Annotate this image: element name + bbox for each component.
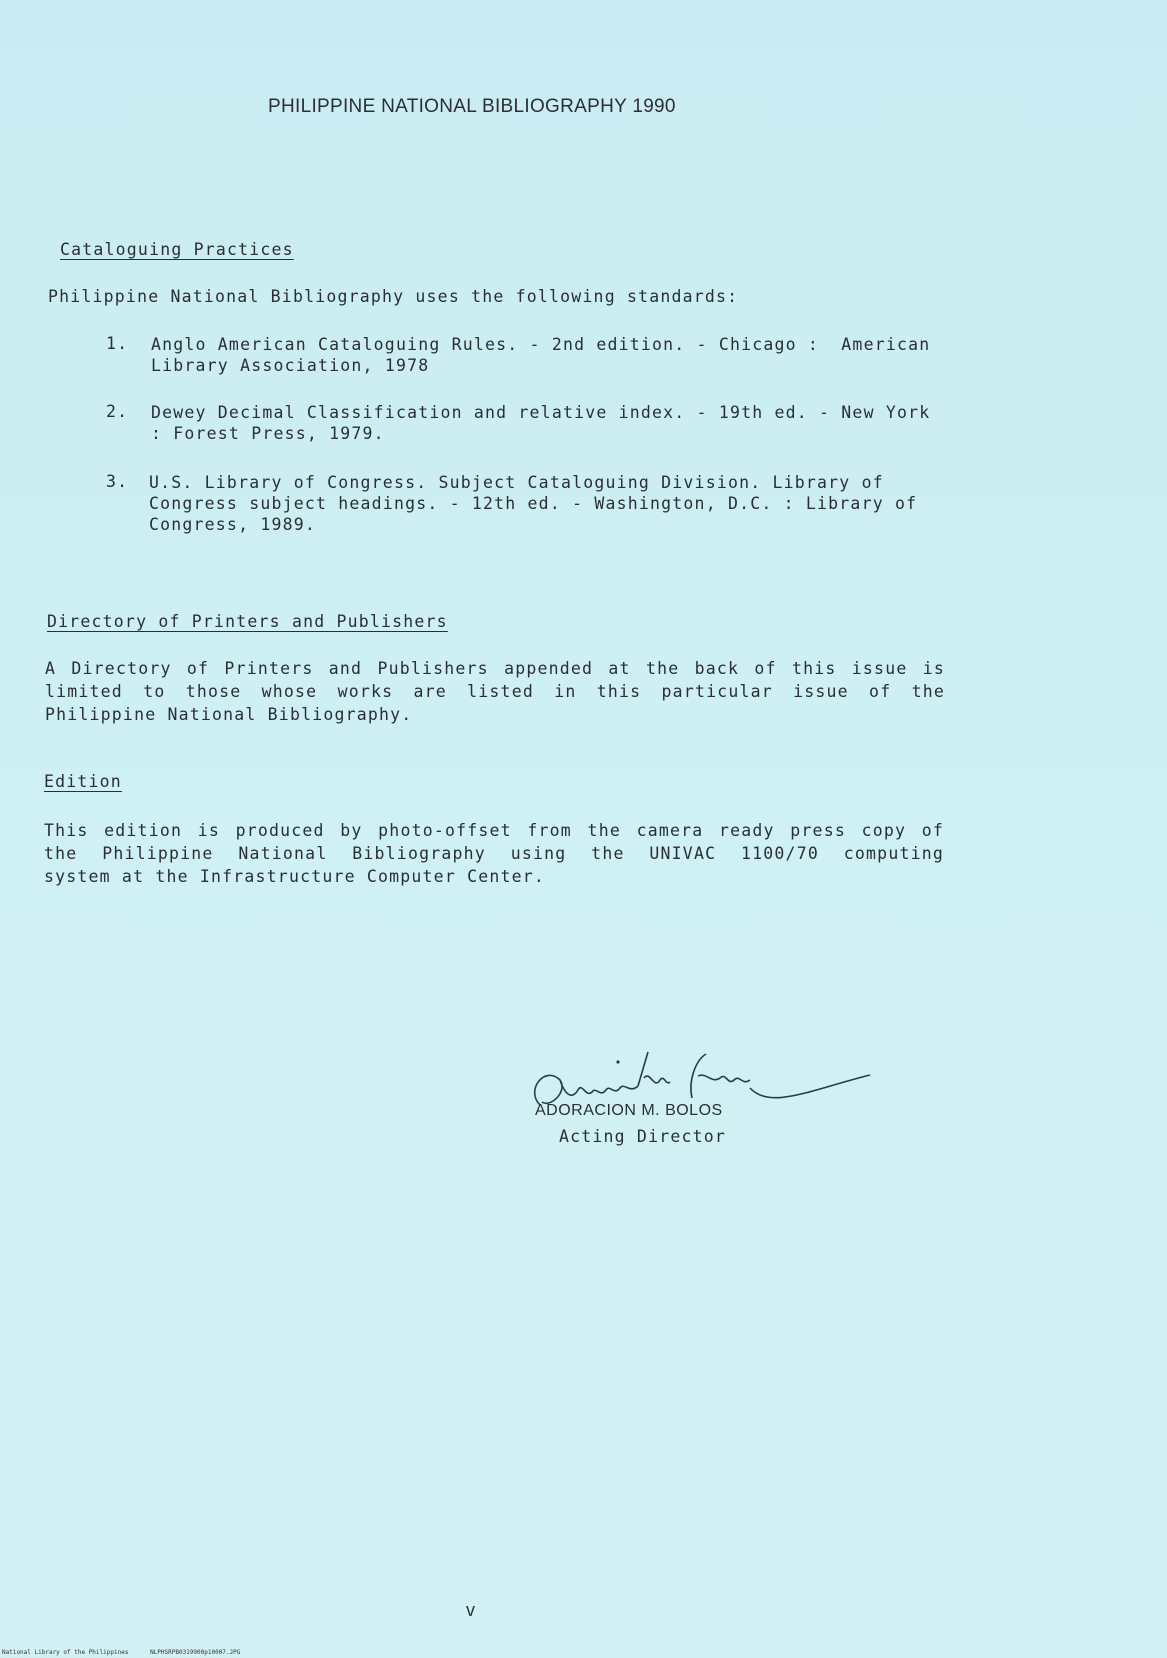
standard-item-line: Library Association, 1978 [151,356,430,375]
edition-heading: Edition [44,772,122,791]
page-header-title: PHILIPPINE NATIONAL BIBLIOGRAPHY 1990 [268,96,676,117]
edition-line: This edition is produced by photo-offset from the camera ready press copy of [44,821,944,840]
directory-line: Philippine National Bibliography. [45,705,413,724]
standard-item [149,472,957,535]
standard-item-line: U.S. Library of Congress. Subject Cataloguing Division. Library of [149,473,884,492]
edition-line: system at the Infrastructure Computer Center. [44,867,546,886]
standard-item [151,334,959,376]
footer-library: National Library of the Philippines [2,1649,129,1656]
standard-item-line: : Forest Press, 1979. [151,424,385,443]
standard-item-line: Dewey Decimal Classification and relative index. - 19th ed. - New York [151,403,931,422]
signatory-name: ADORACION M. BOLOS [535,1102,723,1119]
standard-item-number: 2. [106,402,129,421]
page-number: v [466,1600,475,1620]
standard-item-line: Congress, 1989. [149,515,317,534]
directory-line: limited to those whose works are listed in this particular issue of the [45,682,945,701]
footer-filename: NLPHSRPB0319900p10007.JPG [150,1649,241,1656]
standard-item-number: 1. [106,334,129,353]
standard-item-line: Congress subject headings. - 12th ed. - Washington, D.C. : Library of [149,494,918,513]
signatory-title: Acting Director [559,1127,727,1146]
standard-item [151,402,959,444]
scan-footer [2,1649,240,1656]
edition-paragraph [44,819,944,888]
standard-item-number: 3. [106,472,129,491]
standard-item-line: Anglo American Cataloguing Rules. - 2nd edition. - Chicago : American [151,335,931,354]
edition-line: the Philippine National Bibliography using the UNIVAC 1100/70 computing [44,844,944,863]
cataloguing-intro: Philippine National Bibliography uses the following standards: [48,287,739,306]
cataloguing-heading: Cataloguing Practices [60,240,294,259]
directory-heading: Directory of Printers and Publishers [47,612,448,631]
directory-paragraph [45,657,945,726]
directory-line: A Directory of Printers and Publishers appended at the back of this issue is [45,659,945,678]
